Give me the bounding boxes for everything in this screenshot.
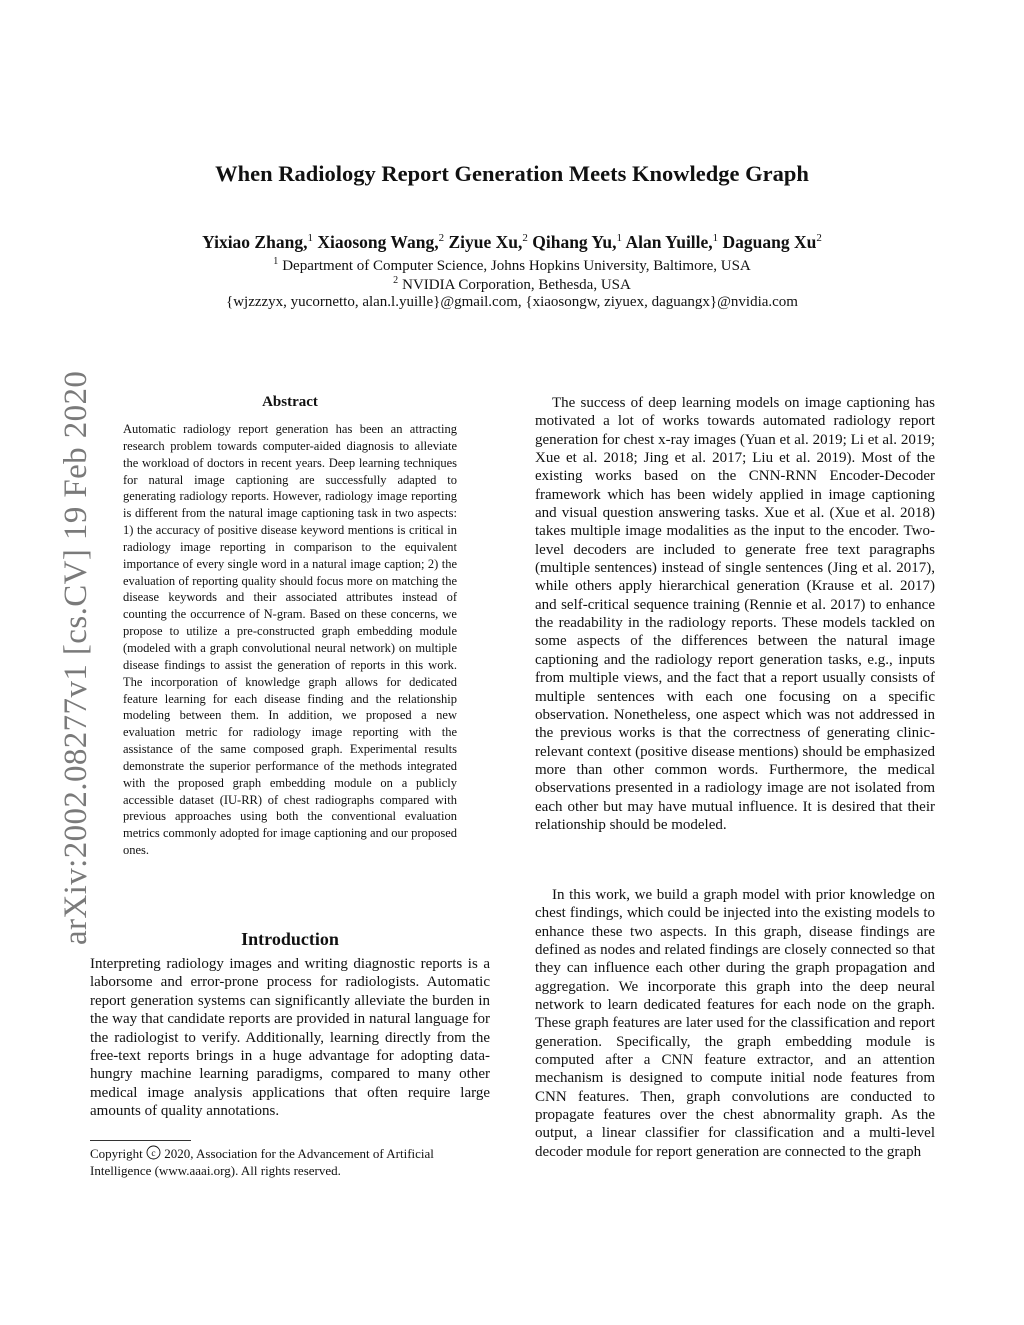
author: Alan Yuille,$^1$ [625, 232, 719, 252]
author-list [0, 232, 1024, 253]
abstract-text: Automatic radiology report generation has been an attracting research problem towards computer-aided diagnosis to alleviate the workload of doctors in recent years. Deep learning techniques for natural image captioning are successfully adapted to generating radiology reports. However, radiology image reporting is different from the natural image captioning task in two aspects: 1) the accuracy of positive disease keyword mentions is critical in radiology image reporting in comparison to the equivalent importance of every single word in a natural image caption; 2) the evaluation of reporting quality should focus more on matching the disease keywords and their associated attributes instead of counting the occurrence of N-gram. Based on these concerns, we propose to utilize a pre-constructed graph embedding module (modeled with a graph convolutional neural network) on multiple disease findings to assist the generation of reports in this work. The incorporation of knowledge graph allows for dedicated feature learning for each disease finding and the relationship modeling between them. In addition, we proposed a new evaluation metric for radiology image reporting with the assistance of the same composed graph. Experimental results demonstrate the superior performance of the methods integrated with the proposed graph embedding module on a publicly accessible dataset (IU-RR) of chest radiographs compared with previous approaches using both the conventional evaluation metrics commonly adopted for image captioning and our proposed ones. [123, 422, 457, 858]
affiliation-1: $^1$ Department of Computer Science, Johns Hopkins University, Baltimore, USA [273, 256, 751, 274]
affiliation-2: $^2$ NVIDIA Corporation, Bethesda, USA [393, 275, 631, 293]
introduction-heading: Introduction [241, 929, 339, 949]
introduction-text: Interpreting radiology images and writing diagnostic reports is a laborsome and error-prone process for radiologists. Automatic report generation systems can significantly alleviate the burden in the way that candidate reports are provided in natural language for the radiologist to verify. Additionally, learning directly from the free-text reports brings in a huge advantage for adopting data-hungry machine learning paradigms, compared to many other medical image analysis applications that often require large amounts of quality annotations. [90, 956, 490, 1120]
author: Qihang Yu,$^1$ [532, 232, 623, 252]
author-emails: {wjzzzyx, yucornetto, alan.l.yuille}@gmail.com, {xiaosongw, ziyuex, daguangx}@nvidia.com [226, 294, 798, 310]
copyright-icon [146, 1145, 161, 1160]
copyright-symbol: c [151, 1148, 156, 1159]
abstract-heading: Abstract [262, 394, 318, 410]
right-paragraph-2: In this work, we build a graph model with prior knowledge on chest findings, which could be injected into the existing models to enhance these two aspects. In this graph, disease findings are defined as nodes and related findings are closely connected so that they can influence each other during the graph propagation and aggregation. We incorporate this graph into the deep neural network to learn dedicated features for each node on the graph. These graph features are later used for the classification and report generation. Specifically, the graph embedding module is computed after a CNN feature extractor, and an attention mechanism is designed to compute initial node features from CNN features. Then, graph convolutions are conducted to propagate features over the chest abnormality graph. As the output, a linear classifier for classification and a multi-level decoder module for report generation are connected to the graph [535, 887, 935, 1160]
arxiv-identifier: arXiv:2002.08277v1 [cs.CV] 19 Feb 2020 [58, 370, 94, 945]
author: Ziyue Xu,$^2$ [448, 232, 528, 252]
right-paragraph-1: The success of deep learning models on image captioning has motivated a lot of works towards automated radiology report generation for chest x-ray images (Yuan et al. 2019; Li et al. 2019; Xue et al. 2018; Jing et al. 2017; Liu et al. 2019). Most of the existing works based on the CNN-RNN Encoder-Decoder framework which has been widely applied in image captioning and visual question answering tasks. Xue et al. (Xue et al. 2018) takes multiple image modalities as the input to the encoder. Two-level decoders are included to generate free text paragraphs (multiple sentences) instead of single sentences (Jing et al. 2017), while others apply hierarchical generation (Krause et al. 2017) and self-critical sequence training (Rennie et al. 2017) to enhance the readability in the radiology reports. These models tackled on some aspects of the differences between the natural image captioning and the radiology report generation tasks, e.g., inputs from multiple views, and the fact that a report usually consists of multiple sentences with each one focusing on a specific observation. Nonetheless, one aspect which was not addressed in the previous works is that the correctness of generating clinic-relevant context (positive disease mentions) should be emphasized more than other common words. Furthermore, the medical observations presented in a radiology image are not isolated from each other but may have mutual influence. It is desired that their relationship should be modeled. [535, 395, 935, 833]
author: Daguang Xu$^2$ [722, 232, 822, 252]
footnote-rule [90, 1140, 191, 1141]
copyright-footnote: Copyright c 2020, Association for the Advancement of Artificial Intelligence (www.aaai.org). All rights reserved. [90, 1146, 434, 1178]
paper-title: When Radiology Report Generation Meets Knowledge Graph [215, 161, 809, 186]
author: Xiaosong Wang,$^2$ [317, 232, 445, 252]
author: Yixiao Zhang,$^1$ [202, 232, 313, 252]
